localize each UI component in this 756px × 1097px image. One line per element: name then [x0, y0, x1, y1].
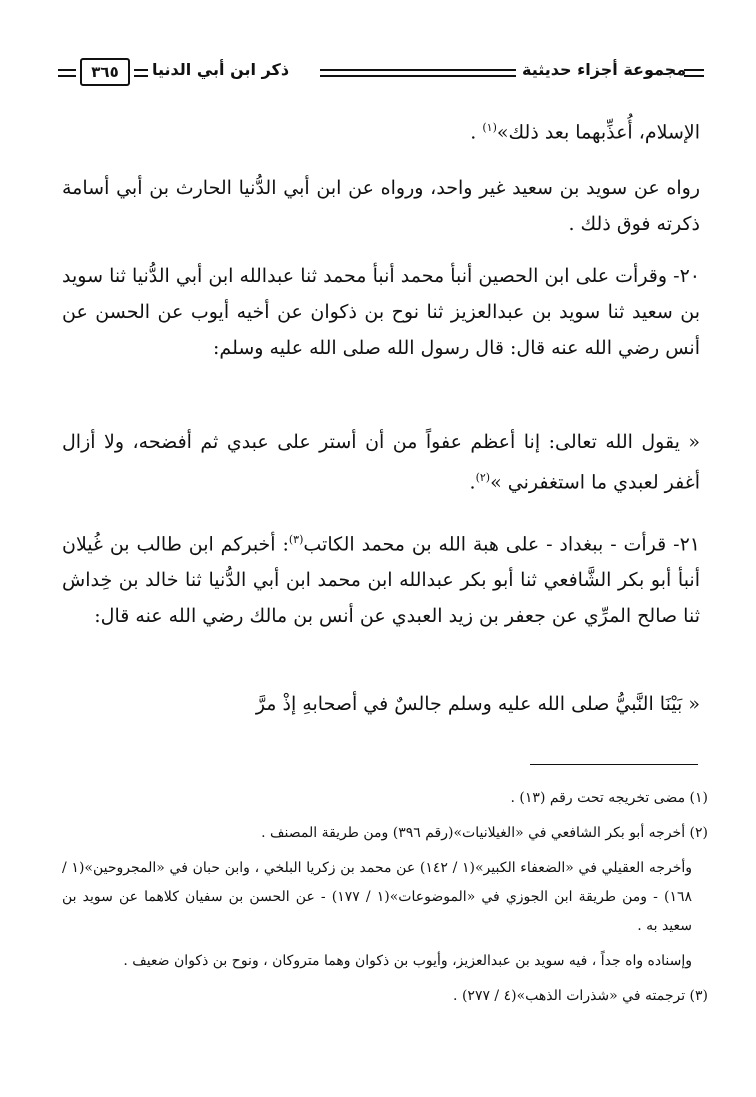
- hadith-20-text: [62, 424, 700, 500]
- footnote-1: (١) مضى تخريجه تحت رقم (١٣) .: [510, 790, 708, 806]
- quote-text: « يقول الله تعالى: إنا أعظم عفواً من أن أستر على عبدي ثم أفضحه، ولا أزال أغفر لعبدي ما استغفرني »: [62, 431, 700, 494]
- hadith-20: ٢٠- وقرأت على ابن الحصين أنبأ محمد أنبأ محمد ثنا عبدالله ابن أبي الدُّنيا ثنا سويد بن سعيد ثنا سويد بن عبدالعزيز ثنا نوح بن ذكوان عن أخيه أيوب عن الحسن عن أنس رضي الله عنه قال: قال رسول الله صلى الله عليه وسلم:: [62, 265, 700, 359]
- paragraph-text: الإسلام، أُعذِّبهما بعد ذلك»: [496, 121, 700, 144]
- footnote-marker: (١): [482, 121, 497, 134]
- quote-end: .: [469, 471, 476, 494]
- paragraph-narration: رواه عن سويد بن سعيد غير واحد، ورواه عن ابن أبي الدُّنيا الحارث بن أبي أسامة ذكرته فوق ذلك .: [62, 177, 700, 235]
- hadith-21-start: ٢١- قرأت - ببغداد - على هبة الله بن محمد الكاتب: [303, 533, 700, 556]
- paragraph-end: .: [470, 121, 483, 144]
- header-rule-middle: [320, 69, 516, 77]
- page-number: ٣٦٥: [80, 58, 130, 86]
- page-header: [58, 58, 704, 92]
- book-title: مجموعة أجزاء حديثية: [522, 60, 687, 79]
- hadith-21-text: « بَيْنَا النَّبيُّ صلى الله عليه وسلم جالسٌ في أصحابهِ إذْ مرَّ: [255, 693, 700, 715]
- footnote-marker: (٣): [288, 533, 304, 546]
- section-title: ذكر ابن أبي الدنيا: [152, 60, 290, 79]
- footnotes: [62, 784, 708, 1017]
- footnote-marker: (٢): [475, 471, 491, 484]
- hadith-21: [62, 522, 700, 634]
- header-rule-right: [684, 69, 704, 77]
- hadith-21-chain: : أخبركم ابن طالب بن غُيلان أنبأ أبو بكر الشَّافعي ثنا أبو بكر عبدالله ابن محمد ابن أبي الدُّنيا ثنا خالد بن خِداش ثنا صالح المرِّي عن جعفر بن زيد العبدي عن أنس بن مالك رضي الله عنه قال:: [62, 533, 700, 628]
- header-rule-small: [134, 69, 148, 77]
- footnote-3: (٣) ترجمته في «شذرات الذهب»(٤ / ٢٧٧) .: [453, 988, 708, 1004]
- header-rule-left: [58, 69, 76, 77]
- paragraph-continuation: [62, 110, 700, 150]
- footnote-separator: [530, 764, 698, 765]
- footnote-2-continued: وأخرجه العقيلي في «الضعفاء الكبير»(١ / ١٤٢) عن محمد بن زكريا البلخي ، وابن حبان في «المجروحين»(١ / ١٦٨) - ومن طريقة ابن الجوزي في «الموضوعات»(١ / ١٧٧) - عن الحسن بن سفيان كلاهما عن سويد بن سعيد به .: [62, 860, 693, 934]
- footnote-2: (٢) أخرجه أبو بكر الشافعي في «الغيلانيات»(رقم ٣٩٦) ومن طريقة المصنف .: [261, 825, 708, 841]
- footnote-2-assessment: وإسناده واه جداً ، فيه سويد بن عبدالعزيز، وأيوب بن ذكوان وهما متروكان ، ونوح بن ذكوان ضعيف .: [123, 953, 692, 969]
